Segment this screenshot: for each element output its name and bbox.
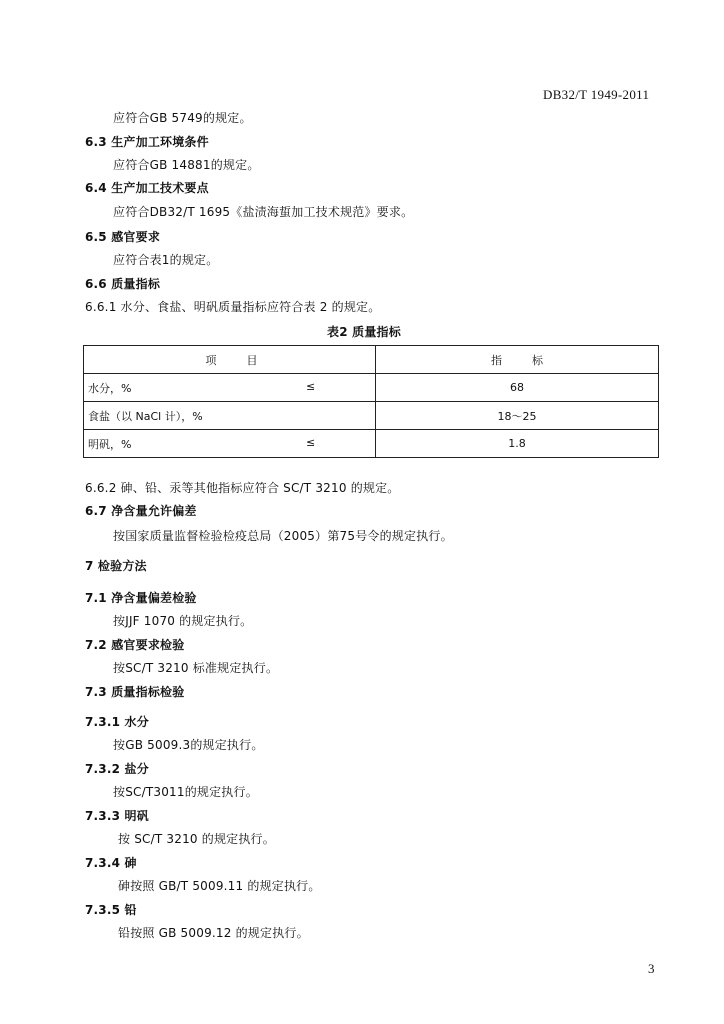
quality-index-table xyxy=(83,345,659,458)
section-heading-7-2: 7.2 感官要求检验 xyxy=(85,638,185,652)
table-row xyxy=(84,402,659,430)
paragraph-text: 应符合DB32/T 1695《盐渍海蜇加工技术规范》要求。 xyxy=(113,205,414,219)
le-symbol: ≤ xyxy=(306,436,316,449)
paragraph-text: 按SC/T3011的规定执行。 xyxy=(113,785,258,799)
le-symbol: ≤ xyxy=(306,380,316,393)
paragraph-text: 应符合表1的规定。 xyxy=(113,253,219,267)
paragraph-text: 按国家质量监督检验检疫总局（2005）第75号令的规定执行。 xyxy=(113,529,453,543)
section-heading-6-4: 6.4 生产加工技术要点 xyxy=(85,181,209,195)
section-heading-7-3-1: 7.3.1 水分 xyxy=(85,715,149,729)
paragraph-text: 砷按照 GB/T 5009.11 的规定执行。 xyxy=(118,879,321,893)
standard-code-header: DB32/T 1949-2011 xyxy=(543,87,650,102)
section-heading-6-5: 6.5 感官要求 xyxy=(85,230,161,244)
table-row xyxy=(84,430,659,458)
section-heading-6-7: 6.7 净含量允许偏差 xyxy=(85,504,197,518)
table-cell-value: 18～25 xyxy=(376,402,659,430)
table-cell-value: 68 xyxy=(376,374,659,402)
section-heading-7-3-2: 7.3.2 盐分 xyxy=(85,762,149,776)
section-heading-6-3: 6.3 生产加工环境条件 xyxy=(85,135,209,149)
page-number: 3 xyxy=(648,961,655,976)
section-heading-7-3: 7.3 质量指标检验 xyxy=(85,685,185,699)
table-row xyxy=(84,374,659,402)
section-heading-7-3-5: 7.3.5 铅 xyxy=(85,903,137,917)
table-cell-item: 水分，% ≤ xyxy=(84,374,376,402)
paragraph-text: 铅按照 GB 5009.12 的规定执行。 xyxy=(118,926,309,940)
table-cell-item: 明矾，% ≤ xyxy=(84,430,376,458)
paragraph-text: 按GB 5009.3的规定执行。 xyxy=(113,738,264,752)
table-header-row xyxy=(84,346,659,374)
paragraph-text: 按JJF 1070 的规定执行。 xyxy=(113,614,253,628)
table-cell-value: 1.8 xyxy=(376,430,659,458)
table-header-index: 指标 xyxy=(376,346,659,374)
paragraph-text: 应符合GB 14881的规定。 xyxy=(113,158,260,172)
table-caption: 表2 质量指标 xyxy=(327,325,401,339)
section-heading-6-6-2: 6.6.2 砷、铅、汞等其他指标应符合 SC/T 3210 的规定。 xyxy=(85,481,400,495)
table-cell-item: 食盐（以 NaCl 计），% xyxy=(84,402,376,430)
section-heading-6-6: 6.6 质量指标 xyxy=(85,277,161,291)
table-header-item: 项目 xyxy=(84,346,376,374)
section-heading-7-1: 7.1 净含量偏差检验 xyxy=(85,591,197,605)
paragraph-text: 应符合GB 5749的规定。 xyxy=(113,111,252,125)
section-heading-7: 7 检验方法 xyxy=(85,559,147,573)
section-heading-6-6-1: 6.6.1 水分、食盐、明矾质量指标应符合表 2 的规定。 xyxy=(85,300,381,314)
section-heading-7-3-3: 7.3.3 明矾 xyxy=(85,809,149,823)
paragraph-text: 按 SC/T 3210 的规定执行。 xyxy=(118,832,275,846)
paragraph-text: 按SC/T 3210 标准规定执行。 xyxy=(113,661,279,675)
section-heading-7-3-4: 7.3.4 砷 xyxy=(85,856,137,870)
